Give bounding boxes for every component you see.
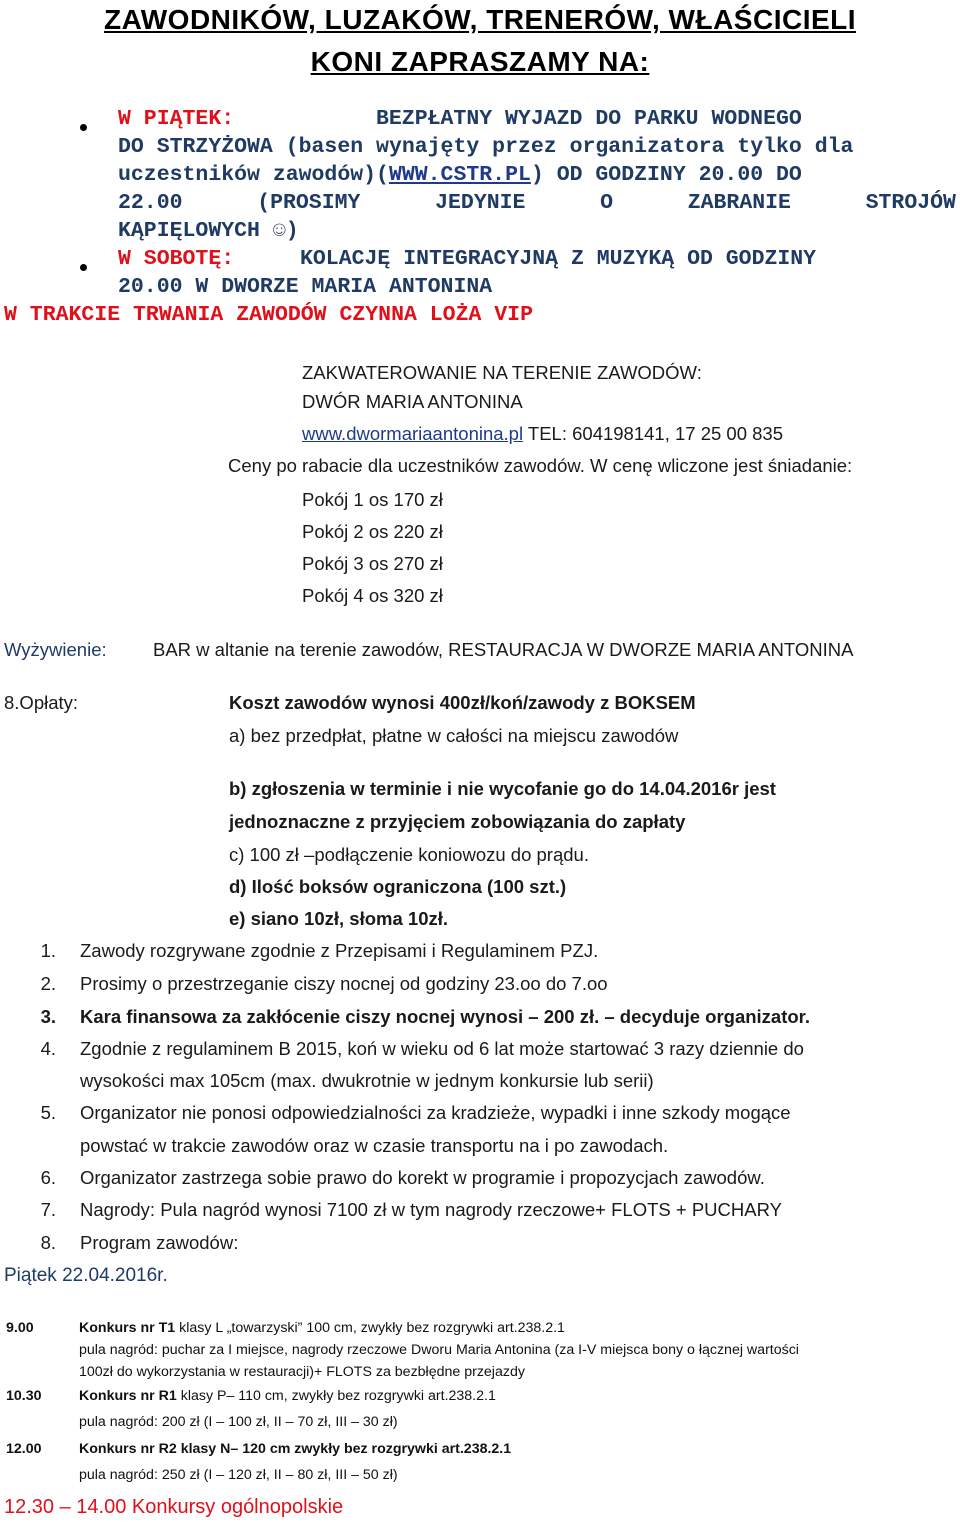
schedule-final: 12.30 – 14.00 Konkursy ogólnopolskie — [4, 1496, 344, 1518]
event-prize: pula nagród: puchar za I miejsce, nagrody rzeczowe Dworu Maria Antonina (za I-V miejsca bony o łącznej wartości — [79, 1342, 799, 1358]
friday-label: W PIĄTEK: — [118, 107, 235, 131]
rule-text: Program zawodów: — [80, 1232, 239, 1253]
rule-number: 8. — [40, 1232, 56, 1253]
bullet-dot — [80, 124, 87, 131]
header-line-2: KONI ZAPRASZAMY NA: — [310, 46, 650, 77]
rule-text: Nagrody: Pula nagród wynosi 7100 zł w tym nagrody rzeczowe+ FLOTS + PUCHARY — [80, 1199, 782, 1220]
rule-number: 7. — [40, 1199, 56, 1220]
saturday-label: W SOBOTĘ: — [118, 247, 235, 271]
fees-d: d) Ilość boksów ograniczona (100 szt.) — [229, 876, 567, 897]
friday-line-4: 22.00 (PROSIMY JEDYNIE O ZABRANIE STROJÓW — [118, 191, 956, 215]
fees-b-2: jednoznaczne z przyjęciem zobowiązania do zapłaty — [229, 811, 686, 832]
rule-text-continued: powstać w trakcie zawodów oraz w czasie transportu na i po zawodach. — [80, 1135, 669, 1156]
event-title: Konkurs nr T1 klasy L „towarzyski” 100 cm, zwykły bez rozgrywki art.238.2.1 — [79, 1320, 565, 1336]
fees-e: e) siano 10zł, słoma 10zł. — [229, 908, 449, 929]
accommodation-contact: www.dwormariaantonina.pl TEL: 604198141, 17 25 00 835 — [302, 423, 784, 444]
room-price: Pokój 2 os 220 zł — [302, 521, 443, 542]
saturday-line-1: KOLACJĘ INTEGRACYJNĄ Z MUZYKĄ OD GODZINY — [300, 247, 817, 271]
rule-number: 2. — [40, 973, 56, 994]
vip-line: W TRAKCIE TRWANIA ZAWODÓW CZYNNA LOŻA VIP — [4, 303, 533, 327]
event-time: 12.00 — [6, 1441, 42, 1457]
dwor-link[interactable]: www.dwormariaantonina.pl — [302, 423, 524, 444]
event-prize: pula nagród: 200 zł (I – 100 zł, II – 70 zł, III – 30 zł) — [79, 1414, 398, 1430]
friday-line-3: uczestników zawodów)(WWW.CSTR.PL) OD GODZINY 20.00 DO — [118, 163, 802, 187]
rule-text: Zawody rozgrywane zgodnie z Przepisami i Regulaminem PZJ. — [80, 940, 599, 961]
friday-line-1: BEZPŁATNY WYJAZD DO PARKU WODNEGO — [376, 107, 802, 131]
rule-text: Zgodnie z regulaminem B 2015, koń w wieku od 6 lat może startować 3 razy dziennie do — [80, 1038, 804, 1059]
friday-line-5: KĄPIĘLOWYCH ☺) — [118, 219, 299, 243]
schedule-day: Piątek 22.04.2016r. — [4, 1265, 168, 1286]
catering-text: BAR w altanie na terenie zawodów, RESTAURACJA W DWORZE MARIA ANTONINA — [153, 639, 854, 660]
room-price: Pokój 3 os 270 zł — [302, 553, 443, 574]
header-line-1: ZAWODNIKÓW, LUZAKÓW, TRENERÓW, WŁAŚCICIELI — [103, 4, 857, 35]
fees-cost: Koszt zawodów wynosi 400zł/koń/zawody z BOKSEM — [229, 692, 696, 713]
rule-text-continued: wysokości max 105cm (max. dwukrotnie w jednym konkursie lub serii) — [80, 1070, 654, 1091]
rule-number: 1. — [40, 940, 56, 961]
event-prize: pula nagród: 250 zł (I – 120 zł, II – 80 zł, III – 50 zł) — [79, 1467, 398, 1483]
event-title: Konkurs nr R1 klasy P– 110 cm, zwykły bez rozgrywki art.238.2.1 — [79, 1388, 496, 1404]
rule-number: 6. — [40, 1167, 56, 1188]
catering-label: Wyżywienie: — [4, 639, 107, 660]
cstr-link[interactable]: WWW.CSTR.PL — [388, 163, 531, 187]
event-time: 10.30 — [6, 1388, 42, 1404]
accommodation-title: ZAKWATEROWANIE NA TERENIE ZAWODÓW: — [302, 362, 702, 383]
fees-c: c) 100 zł –podłączenie koniowozu do prądu. — [229, 844, 589, 865]
fees-a: a) bez przedpłat, płatne w całości na miejscu zawodów — [229, 725, 679, 746]
event-prize-continued: 100zł do wykorzystania w restauracji)+ FLOTS za bezbłędne przejazdy — [79, 1364, 525, 1380]
rule-number: 3. — [40, 1006, 56, 1027]
fees-b-1: b) zgłoszenia w terminie i nie wycofanie go do 14.04.2016r jest — [229, 778, 776, 799]
room-price: Pokój 4 os 320 zł — [302, 585, 443, 606]
rule-text: Organizator nie ponosi odpowiedzialności za kradzieże, wypadki i inne szkody mogące — [80, 1102, 791, 1123]
rule-number: 5. — [40, 1102, 56, 1123]
event-time: 9.00 — [6, 1320, 34, 1336]
rule-text: Organizator zastrzega sobie prawo do korekt w programie i propozycjach zawodów. — [80, 1167, 765, 1188]
saturday-line-2: 20.00 W DWORZE MARIA ANTONINA — [118, 275, 493, 299]
room-price: Pokój 1 os 170 zł — [302, 489, 443, 510]
bullet-dot — [80, 264, 87, 271]
rule-number: 4. — [40, 1038, 56, 1059]
event-title: Konkurs nr R2 klasy N– 120 cm zwykły bez rozgrywki art.238.2.1 — [79, 1441, 512, 1457]
fees-label: 8.Opłaty: — [4, 692, 79, 713]
friday-line-2: DO STRZYŻOWA (basen wynajęty przez organizatora tylko dla — [118, 135, 854, 159]
rule-text: Kara finansowa za zakłócenie ciszy nocnej wynosi – 200 zł. – decyduje organizator. — [80, 1006, 810, 1027]
rule-text: Prosimy o przestrzeganie ciszy nocnej od godziny 23.oo do 7.oo — [80, 973, 608, 994]
accommodation-venue: DWÓR MARIA ANTONINA — [302, 391, 523, 412]
prices-note: Ceny po rabacie dla uczestników zawodów. W cenę wliczone jest śniadanie: — [228, 455, 853, 476]
